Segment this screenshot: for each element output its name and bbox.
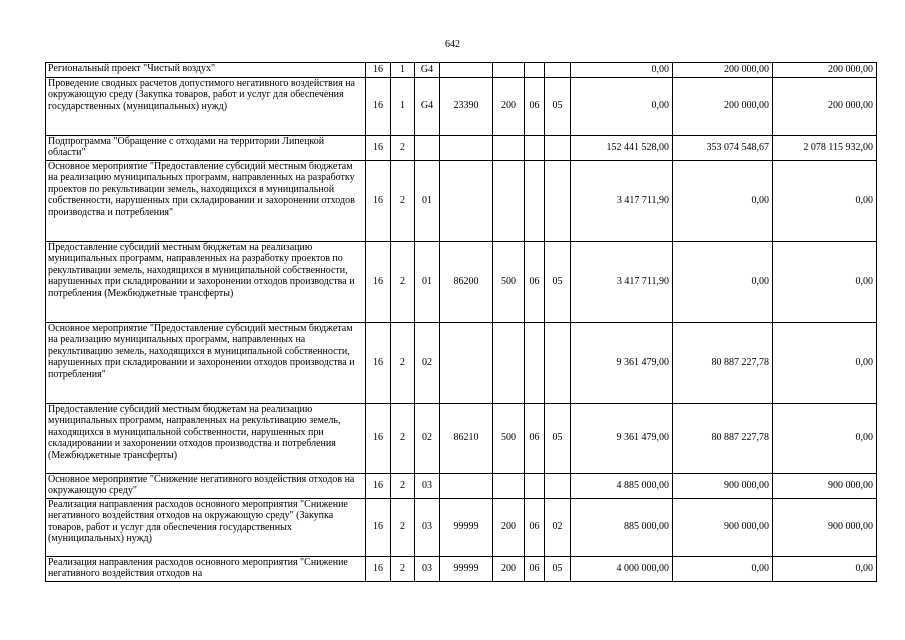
cell-expense-direction	[440, 322, 493, 403]
cell-subprogram-code: 2	[391, 322, 415, 403]
cell-expense-direction: 86200	[440, 241, 493, 322]
cell-subsection	[545, 160, 571, 241]
cell-name: Предоставление субсидий местным бюджетам на реализацию муниципальных программ, направленных на разработку проектов по рекультивации земель, находящихся в муниципальной собственности, нарушенных при складировании и захоронении отходов производства и потребления (Межбюджетные трансферты)	[46, 241, 366, 322]
cell-subsection: 05	[545, 403, 571, 473]
cell-section	[525, 473, 545, 498]
cell-section	[525, 322, 545, 403]
cell-expense-direction	[440, 135, 493, 160]
cell-activity-code: 03	[415, 473, 440, 498]
cell-subprogram-code: 1	[391, 77, 415, 135]
cell-amount-2: 80 887 227,78	[673, 403, 773, 473]
table-row	[46, 403, 877, 473]
table-row	[46, 498, 877, 556]
cell-name: Подпрограмма "Обращение с отходами на территории Липецкой области"	[46, 135, 366, 160]
cell-activity-code: 01	[415, 241, 440, 322]
table-row	[46, 322, 877, 403]
cell-subsection	[545, 135, 571, 160]
cell-expense-type: 500	[493, 403, 525, 473]
cell-section	[525, 160, 545, 241]
cell-name: Основное мероприятие "Снижение негативного воздействия отходов на окружающую среду"	[46, 473, 366, 498]
cell-amount-2: 0,00	[673, 556, 773, 581]
cell-name: Основное мероприятие "Предоставление субсидий местным бюджетам на реализацию муниципальных программ, направленных на рекультивацию земель, находящихся в муниципальной собственности, нарушенных при складировании и захоронении отходов производства и потребления"	[46, 322, 366, 403]
cell-subprogram-code: 1	[391, 63, 415, 78]
cell-program-code: 16	[366, 160, 391, 241]
cell-amount-3: 0,00	[773, 160, 877, 241]
cell-expense-type: 500	[493, 241, 525, 322]
cell-subsection	[545, 473, 571, 498]
cell-subsection	[545, 63, 571, 78]
cell-section: 06	[525, 241, 545, 322]
cell-subprogram-code: 2	[391, 498, 415, 556]
cell-expense-type: 200	[493, 77, 525, 135]
table-row	[46, 135, 877, 160]
cell-section: 06	[525, 77, 545, 135]
cell-expense-direction: 99999	[440, 556, 493, 581]
cell-program-code: 16	[366, 556, 391, 581]
cell-amount-3: 900 000,00	[773, 498, 877, 556]
cell-expense-direction: 99999	[440, 498, 493, 556]
cell-expense-type: 200	[493, 498, 525, 556]
cell-expense-direction: 86210	[440, 403, 493, 473]
cell-amount-3: 0,00	[773, 403, 877, 473]
cell-program-code: 16	[366, 473, 391, 498]
page-number: 642	[445, 39, 460, 50]
cell-amount-3: 0,00	[773, 241, 877, 322]
cell-expense-type	[493, 473, 525, 498]
cell-program-code: 16	[366, 403, 391, 473]
table-row	[46, 160, 877, 241]
cell-section	[525, 63, 545, 78]
cell-expense-direction	[440, 473, 493, 498]
cell-name: Предоставление субсидий местным бюджетам на реализацию муниципальных программ, направленных на рекультивацию земель, находящихся в муниципальной собственности, нарушенных при складировании и захоронении отходов производства и потребления (Межбюджетные трансферты)	[46, 403, 366, 473]
cell-subsection	[545, 322, 571, 403]
cell-program-code: 16	[366, 241, 391, 322]
cell-program-code: 16	[366, 322, 391, 403]
cell-activity-code: G4	[415, 77, 440, 135]
cell-amount-1: 3 417 711,90	[571, 241, 673, 322]
cell-section: 06	[525, 556, 545, 581]
cell-name: Основное мероприятие "Предоставление субсидий местным бюджетам на реализацию муниципальных программ, направленных на разработку проектов по рекультивации земель, находящихся в муниципальной собственности, нарушенных при складировании и захоронении отходов производства и потребления"	[46, 160, 366, 241]
cell-subprogram-code: 2	[391, 556, 415, 581]
cell-amount-2: 0,00	[673, 160, 773, 241]
cell-expense-type	[493, 63, 525, 78]
cell-expense-type	[493, 160, 525, 241]
table-row	[46, 241, 877, 322]
cell-expense-type	[493, 322, 525, 403]
cell-section: 06	[525, 403, 545, 473]
cell-subprogram-code: 2	[391, 403, 415, 473]
cell-program-code: 16	[366, 63, 391, 78]
cell-amount-2: 80 887 227,78	[673, 322, 773, 403]
table-row	[46, 556, 877, 581]
cell-amount-2: 0,00	[673, 241, 773, 322]
cell-name: Реализация направления расходов основного мероприятия "Снижение негативного воздействия отходов на окружающую среду" (Закупка товаров, работ и услуг для обеспечения государственных (муниципальных) нужд)	[46, 498, 366, 556]
cell-subsection: 05	[545, 556, 571, 581]
table-row	[46, 473, 877, 498]
cell-activity-code: 02	[415, 322, 440, 403]
cell-activity-code: 01	[415, 160, 440, 241]
cell-expense-direction	[440, 63, 493, 78]
cell-subprogram-code: 2	[391, 135, 415, 160]
cell-subsection: 05	[545, 77, 571, 135]
cell-activity-code	[415, 135, 440, 160]
cell-program-code: 16	[366, 77, 391, 135]
cell-expense-direction	[440, 160, 493, 241]
cell-amount-1: 4 885 000,00	[571, 473, 673, 498]
cell-amount-1: 0,00	[571, 63, 673, 78]
cell-activity-code: 02	[415, 403, 440, 473]
cell-amount-3: 0,00	[773, 322, 877, 403]
budget-table	[45, 62, 877, 582]
cell-subprogram-code: 2	[391, 241, 415, 322]
cell-activity-code: G4	[415, 63, 440, 78]
cell-amount-1: 3 417 711,90	[571, 160, 673, 241]
cell-program-code: 16	[366, 135, 391, 160]
cell-name: Проведение сводных расчетов допустимого негативного воздействия на окружающую среду (Закупка товаров, работ и услуг для обеспечения государственных (муниципальных) нужд)	[46, 77, 366, 135]
cell-amount-2: 900 000,00	[673, 473, 773, 498]
table-row	[46, 77, 877, 135]
cell-amount-1: 9 361 479,00	[571, 322, 673, 403]
cell-amount-3: 200 000,00	[773, 63, 877, 78]
cell-amount-1: 885 000,00	[571, 498, 673, 556]
cell-expense-direction: 23390	[440, 77, 493, 135]
cell-section	[525, 135, 545, 160]
cell-amount-1: 0,00	[571, 77, 673, 135]
cell-amount-3: 2 078 115 932,00	[773, 135, 877, 160]
cell-activity-code: 03	[415, 556, 440, 581]
cell-subprogram-code: 2	[391, 473, 415, 498]
cell-amount-1: 152 441 528,00	[571, 135, 673, 160]
cell-name: Реализация направления расходов основного мероприятия "Снижение негативного воздействия отходов на	[46, 556, 366, 581]
cell-amount-2: 200 000,00	[673, 63, 773, 78]
cell-amount-2: 200 000,00	[673, 77, 773, 135]
cell-subsection: 02	[545, 498, 571, 556]
cell-amount-2: 353 074 548,67	[673, 135, 773, 160]
cell-amount-3: 0,00	[773, 556, 877, 581]
cell-amount-1: 4 000 000,00	[571, 556, 673, 581]
cell-name: Региональный проект "Чистый воздух"	[46, 63, 366, 78]
cell-amount-1: 9 361 479,00	[571, 403, 673, 473]
table-body	[46, 63, 877, 582]
cell-subprogram-code: 2	[391, 160, 415, 241]
cell-expense-type	[493, 135, 525, 160]
cell-amount-2: 900 000,00	[673, 498, 773, 556]
cell-amount-3: 900 000,00	[773, 473, 877, 498]
table-row	[46, 63, 877, 78]
cell-expense-type: 200	[493, 556, 525, 581]
cell-subsection: 05	[545, 241, 571, 322]
cell-program-code: 16	[366, 498, 391, 556]
cell-activity-code: 03	[415, 498, 440, 556]
cell-amount-3: 200 000,00	[773, 77, 877, 135]
cell-section: 06	[525, 498, 545, 556]
